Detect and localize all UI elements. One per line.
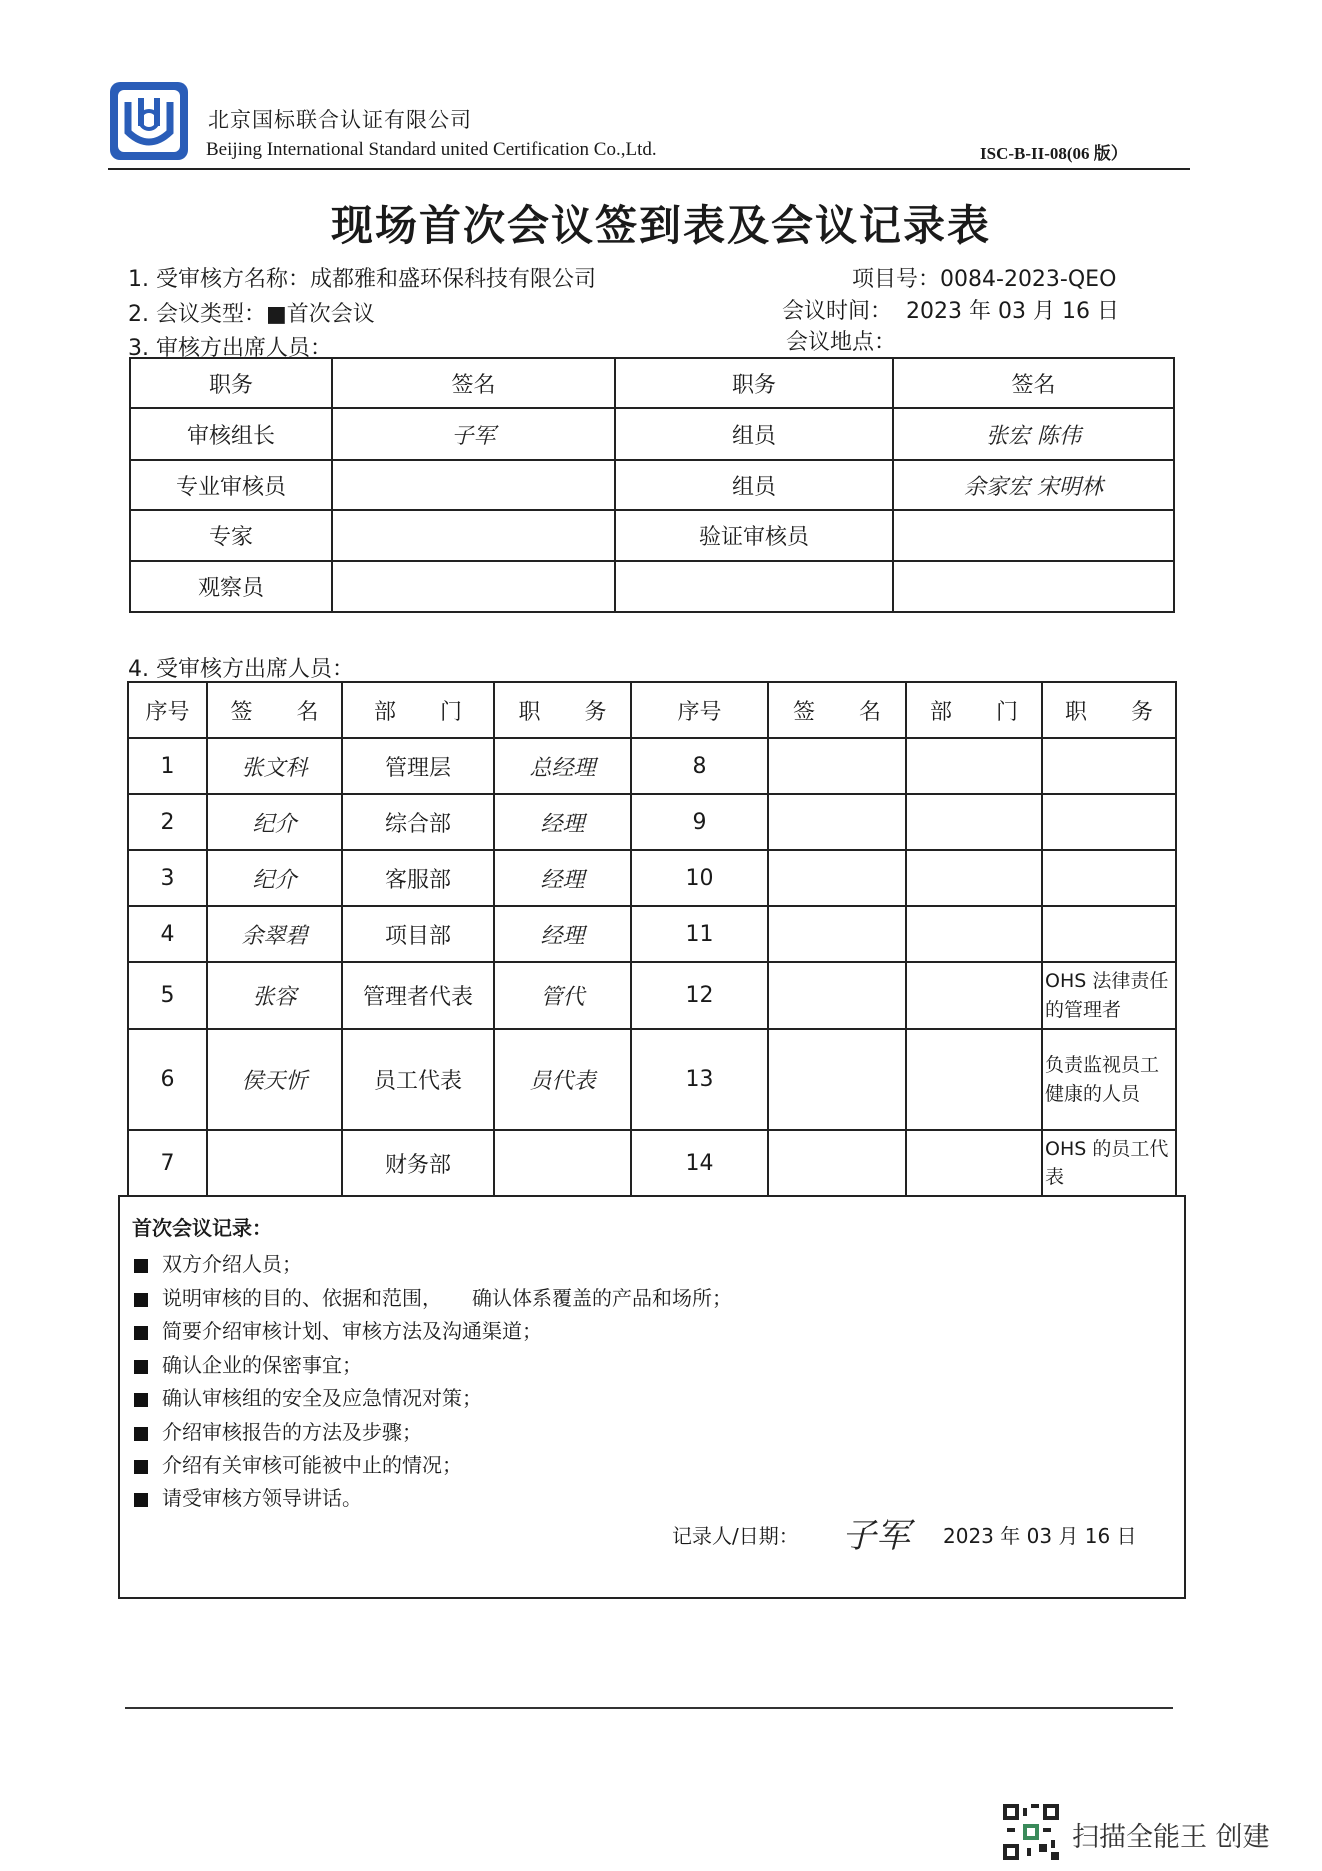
attendee-post: 总经理: [494, 738, 631, 794]
auditee-table: [127, 681, 1177, 1197]
square-bullet-icon: [134, 1493, 148, 1507]
attendee-department: [906, 850, 1042, 906]
square-bullet-icon: [134, 1259, 148, 1273]
company-name-en: Beijing International Standard united Certification Co.,Ltd.: [206, 139, 657, 160]
record-item: [134, 1315, 542, 1344]
scanner-watermark: 扫描全能王 创建: [1072, 1822, 1270, 1853]
auditor-signature: 子军: [332, 408, 615, 460]
record-item: [134, 1482, 362, 1511]
attendee-signature: [207, 1130, 342, 1196]
attendee-signature: 侯天忻: [207, 1029, 342, 1130]
attendee-department: 管理层: [342, 738, 494, 794]
row-number: 13: [631, 1029, 768, 1130]
record-item: [134, 1248, 302, 1277]
auditee-header-cell: 签 名: [207, 682, 342, 738]
meeting-type-label: 2. 会议类型：: [128, 302, 266, 327]
square-bullet-icon: [134, 1393, 148, 1407]
row-number: 9: [631, 794, 768, 850]
project-label: 项目号：: [852, 267, 941, 292]
record-item-text: 简要介绍审核计划、审核方法及沟通渠道；: [162, 1319, 542, 1343]
auditee-header-cell: 职 务: [1042, 682, 1176, 738]
record-item-text: 确认审核组的安全及应急情况对策；: [162, 1386, 482, 1410]
row-number: 4: [128, 906, 207, 962]
row-number: 12: [631, 962, 768, 1029]
attendee-post-note: OHS 的员工代表: [1042, 1130, 1176, 1196]
attendee-post-note: [1042, 906, 1176, 962]
attendee-post: 经理: [494, 850, 631, 906]
recorder-label: 记录人/日期：: [672, 1524, 799, 1548]
auditor-signature: [893, 561, 1174, 612]
meeting-time-label: 会议时间：: [782, 299, 893, 324]
attendee-post: 经理: [494, 906, 631, 962]
auditor-row: [130, 510, 1174, 561]
auditee-row: [128, 1130, 1176, 1196]
company-logo-icon: [108, 80, 190, 162]
record-date: 2023 年 03 月 16 日: [943, 1524, 1137, 1548]
attendee-signature: [768, 962, 906, 1029]
document-title: 现场首次会议签到表及会议记录表: [330, 201, 991, 250]
row-number: 3: [128, 850, 207, 906]
record-item: [134, 1349, 362, 1378]
attendee-signature: 余翠碧: [207, 906, 342, 962]
attendee-post: 管代: [494, 962, 631, 1029]
square-bullet-icon: [134, 1427, 148, 1441]
footer-divider: [125, 1707, 1173, 1709]
row-number: 2: [128, 794, 207, 850]
record-item-text: 确认企业的保密事宜；: [162, 1353, 362, 1377]
record-item-text: 介绍有关审核可能被中止的情况；: [162, 1453, 462, 1477]
attendee-signature: 张容: [207, 962, 342, 1029]
auditee-header-cell: 部 门: [342, 682, 494, 738]
auditor-signature: [332, 510, 615, 561]
row-number: 11: [631, 906, 768, 962]
auditor-role: 观察员: [130, 561, 332, 612]
attendee-post-note: 负责监视员工健康的人员: [1042, 1029, 1176, 1130]
meeting-time-value: 2023 年 03 月 16 日: [906, 299, 1119, 324]
info-line-1: [128, 262, 596, 293]
auditee-header-cell: 序号: [631, 682, 768, 738]
attendee-signature: [768, 738, 906, 794]
row-number: 10: [631, 850, 768, 906]
auditee-header-cell: 签 名: [768, 682, 906, 738]
auditor-header-cell: 职务: [615, 358, 893, 408]
project-number: [852, 262, 1116, 293]
row-number: 6: [128, 1029, 207, 1130]
company-name-cn: 北京国标联合认证有限公司: [208, 108, 472, 132]
auditor-header-row: [130, 358, 1174, 408]
row-number: 8: [631, 738, 768, 794]
attendee-post-note: [1042, 850, 1176, 906]
meeting-record-title: 首次会议记录：: [132, 1216, 272, 1240]
attendee-department: [906, 1130, 1042, 1196]
auditor-role: [615, 561, 893, 612]
attendee-signature: [768, 850, 906, 906]
attendee-department: 项目部: [342, 906, 494, 962]
row-number: 7: [128, 1130, 207, 1196]
attendee-department: 员工代表: [342, 1029, 494, 1130]
auditee-header-cell: 序号: [128, 682, 207, 738]
auditor-signature: [332, 460, 615, 510]
auditee-attendees-label: 4. 受审核方出席人员：: [128, 657, 354, 682]
attendee-post: 员代表: [494, 1029, 631, 1130]
info-line-3: 3. 审核方出席人员：: [128, 336, 332, 361]
auditee-row: [128, 962, 1176, 1029]
auditor-row: [130, 460, 1174, 510]
header-divider: [108, 168, 1190, 170]
info-line-2: [128, 297, 375, 328]
recorder-signature: 子军: [842, 1516, 910, 1556]
auditee-header-cell: 职 务: [494, 682, 631, 738]
attendee-signature: [768, 794, 906, 850]
auditor-signature: 张宏 陈伟: [893, 408, 1174, 460]
auditor-role: 组员: [615, 460, 893, 510]
auditor-header-cell: 签名: [893, 358, 1174, 408]
attendee-post-note: OHS 法律责任的管理者: [1042, 962, 1176, 1029]
auditor-role: 专家: [130, 510, 332, 561]
attendee-post: [494, 1130, 631, 1196]
row-number: 14: [631, 1130, 768, 1196]
qr-code-icon: [1003, 1804, 1059, 1860]
attendee-department: [906, 738, 1042, 794]
record-item: [134, 1449, 462, 1478]
square-bullet-icon: [134, 1460, 148, 1474]
auditor-role: 验证审核员: [615, 510, 893, 561]
attendee-department: [906, 962, 1042, 1029]
auditee-row: [128, 738, 1176, 794]
record-item: [134, 1282, 732, 1311]
record-item-text: 双方介绍人员；: [162, 1252, 302, 1276]
form-code: ISC-B-II-08(06 版）: [980, 144, 1128, 163]
auditor-signature: 余家宏 宋明林: [893, 460, 1174, 510]
meeting-time: [782, 294, 1119, 325]
square-bullet-icon: [134, 1293, 148, 1307]
auditee-row: [128, 850, 1176, 906]
square-bullet-icon: [134, 1360, 148, 1374]
meeting-place-label: 会议地点：: [786, 330, 897, 355]
auditee-name: 成都雅和盛环保科技有限公司: [309, 267, 596, 292]
square-bullet-icon: [134, 1326, 148, 1340]
record-item: [134, 1382, 482, 1411]
attendee-post-note: [1042, 738, 1176, 794]
auditee-row: [128, 1029, 1176, 1130]
auditor-signature: [893, 510, 1174, 561]
attendee-signature: [768, 1029, 906, 1130]
auditor-table: [129, 357, 1175, 613]
attendee-signature: [768, 906, 906, 962]
auditee-label: 1. 受审核方名称：: [128, 267, 310, 292]
project-value: 0084-2023-QEO: [940, 267, 1117, 292]
auditee-header-row: [128, 682, 1176, 738]
attendee-department: [906, 1029, 1042, 1130]
attendee-department: [906, 906, 1042, 962]
attendee-post-note: [1042, 794, 1176, 850]
auditor-header-cell: 职务: [130, 358, 332, 408]
attendee-department: 管理者代表: [342, 962, 494, 1029]
attendee-department: [906, 794, 1042, 850]
attendee-signature: 张文科: [207, 738, 342, 794]
auditee-header-cell: 部 门: [906, 682, 1042, 738]
record-item-text: 介绍审核报告的方法及步骤；: [162, 1420, 422, 1444]
auditor-signature: [332, 561, 615, 612]
attendee-signature: [768, 1130, 906, 1196]
row-number: 1: [128, 738, 207, 794]
auditee-row: [128, 794, 1176, 850]
auditor-role: 审核组长: [130, 408, 332, 460]
record-item-text: 说明审核的目的、依据和范围， 确认体系覆盖的产品和场所；: [162, 1286, 732, 1310]
meeting-type-value: ■首次会议: [265, 302, 375, 327]
attendee-signature: 纪介: [207, 850, 342, 906]
attendee-department: 财务部: [342, 1130, 494, 1196]
attendee-department: 客服部: [342, 850, 494, 906]
attendee-post: 经理: [494, 794, 631, 850]
auditee-row: [128, 906, 1176, 962]
record-item-text: 请受审核方领导讲话。: [162, 1486, 362, 1510]
row-number: 5: [128, 962, 207, 1029]
auditor-header-cell: 签名: [332, 358, 615, 408]
attendee-signature: 纪介: [207, 794, 342, 850]
auditor-row: [130, 561, 1174, 612]
record-item: [134, 1416, 422, 1445]
auditor-row: [130, 408, 1174, 460]
attendee-department: 综合部: [342, 794, 494, 850]
auditor-role: 组员: [615, 408, 893, 460]
auditor-role: 专业审核员: [130, 460, 332, 510]
